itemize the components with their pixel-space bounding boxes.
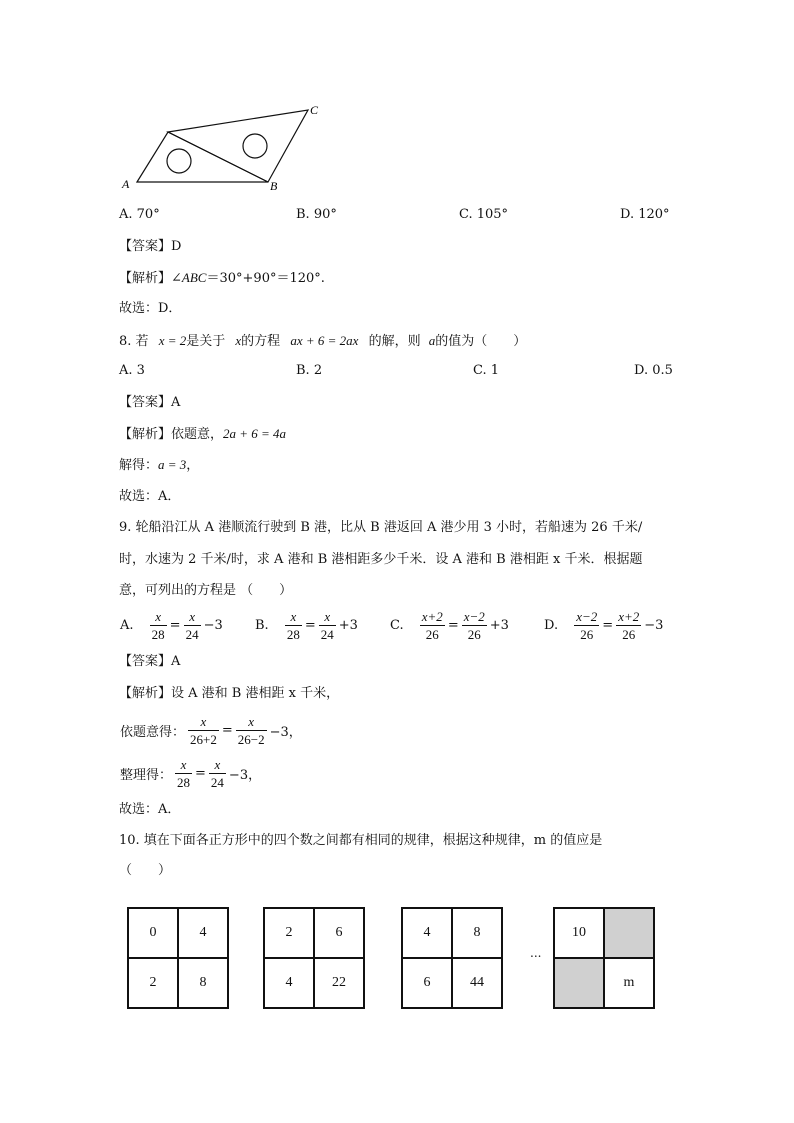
q9-s1-d2: 26−2 [237, 732, 265, 747]
q10-square-2 [263, 907, 365, 1009]
triangle-right [168, 110, 308, 182]
q8-analysis [119, 424, 286, 445]
q9-line3: 意，可列出的方程是 （ ） [119, 583, 293, 598]
q9-option-b-frac2 [319, 608, 336, 643]
label-C: C [310, 103, 319, 117]
q10-s1-cell: 4 [178, 908, 228, 958]
q9-b-d2: 24 [320, 627, 334, 642]
label-B: B [270, 179, 278, 193]
q9-answer: 【答案】A [119, 654, 181, 669]
q10-s2-cell: 22 [314, 958, 364, 1008]
q9-s2-n2: x [209, 756, 226, 774]
q9-c-n2: x−2 [463, 609, 485, 624]
q8-answer: 【答案】A [119, 395, 181, 410]
q7-option-d: D. 120° [620, 207, 670, 222]
q10-s4-cell: 10 [554, 908, 604, 958]
q9-line1: 9. 轮船沿江从 A 港顺流行驶到 B 港，比从 B 港返回 A 港少用 3 小时，若船速为 26 千米/ [119, 520, 643, 535]
q9-a-n2: x [184, 608, 201, 626]
q9-option-a-frac1 [150, 608, 167, 643]
q9-step1-prefix: 依题意得： [120, 725, 186, 740]
q8-solve-suffix: ， [186, 458, 200, 473]
q10-s1-cell: 8 [178, 958, 228, 1008]
q7-option-b: B. 90° [296, 207, 337, 222]
q8-text2: 的方程 [241, 334, 281, 349]
q10-s2-cell: 2 [264, 908, 314, 958]
q9-option-b-label: B. [255, 618, 269, 633]
q9-line2: 时，水速为 2 千米/时，求 A 港和 B 港相距多少千米．设 A 港和 B 港相距 x 千米．根据题 [119, 552, 643, 567]
q9-step1-frac1 [188, 713, 219, 748]
q9-s1-tail: −3， [269, 725, 302, 740]
q10-square-3 [401, 907, 503, 1009]
q10-s4-m-cell: m [604, 958, 654, 1008]
q10-s2-cell: 4 [264, 958, 314, 1008]
q8-prefix: 8. 若 [119, 334, 149, 349]
q9-s1-d1: 26+2 [190, 732, 217, 747]
q8-solve-prefix: 解得： [119, 458, 159, 473]
q8-solve-eq: a = 3 [158, 457, 187, 472]
q8-a: a [428, 333, 436, 348]
q9-option-c-label: C. [390, 618, 404, 633]
q10-s2-cell: 6 [314, 908, 364, 958]
q9-d-n2: x+2 [618, 609, 640, 624]
q7-analysis [119, 268, 325, 289]
q9-option-a: A. $\frac{x}{28}$ = $\frac{x}{24}$ −3 [120, 609, 223, 642]
q9-b-n2: x [319, 608, 336, 626]
triangle-figure [118, 98, 328, 198]
q9-option-b: B. $\frac{x}{28}$ = $\frac{x}{24}$ +3 [255, 609, 358, 642]
q9-step2-prefix: 整理得： [120, 768, 173, 783]
q8-text1: 是关于 [186, 334, 226, 349]
q9-c-tail: +3 [489, 618, 509, 633]
q8-option-a: A. 3 [119, 363, 145, 378]
q10-line2: （ ） [119, 863, 172, 878]
q9-d-tail: −3 [644, 618, 664, 633]
q9-option-d-label: D. [544, 618, 559, 633]
q10-s4-gray-cell [604, 908, 654, 958]
q8-analysis-eq: 2a + 6 = 4a [223, 426, 287, 441]
q10-s1-cell: 0 [128, 908, 178, 958]
q10-square-1 [127, 907, 229, 1009]
q9-step2-frac1 [175, 756, 192, 791]
label-A: A [122, 177, 130, 191]
q7-answer: 【答案】D [119, 239, 182, 254]
q9-option-a-label: A. [120, 618, 134, 633]
q9-option-d-frac2 [616, 608, 641, 643]
q7-analysis-abc: ABC [181, 270, 207, 285]
q9-c-n1: x+2 [421, 609, 443, 624]
q10-square-4 [553, 907, 655, 1009]
q8-text4: 的值为（ ） [435, 334, 527, 349]
q8-equation: ax + 6 = 2ax [290, 333, 359, 348]
q9-s2-d1: 28 [177, 775, 191, 790]
circle-left [167, 149, 191, 173]
q10-s3-cell: 8 [452, 908, 502, 958]
q9-step1-frac2 [236, 713, 267, 748]
q7-option-a: A. 70° [119, 207, 160, 222]
q9-d-d2: 26 [622, 627, 636, 642]
q9-a-n1: x [150, 608, 167, 626]
q9-s2-n1: x [175, 756, 192, 774]
q7-analysis-angle: ∠ [171, 271, 182, 286]
q9-option-c-frac2 [462, 608, 487, 643]
circle-right [243, 134, 267, 158]
q8-cond: x = 2 [158, 333, 187, 348]
q9-b-d1: 28 [286, 627, 300, 642]
q9-option-c-frac1 [420, 608, 445, 643]
q8-choice: 故选：A． [119, 489, 181, 504]
q9-option-b-frac1 [285, 608, 302, 643]
q8-analysis-prefix: 【解析】依题意， [119, 427, 224, 442]
q9-s1-n1: x [188, 713, 219, 731]
q9-option-c: C. $\frac{x+2}{26}$ = $\frac{x-2}{26}$ +3 [390, 609, 509, 642]
q10-s3-cell: 6 [402, 958, 452, 1008]
q10-ellipsis: ... [530, 946, 542, 960]
q9-c-d1: 26 [425, 627, 439, 642]
q9-option-d-frac1 [574, 608, 599, 643]
q9-d-d1: 26 [580, 627, 594, 642]
q9-d-n1: x−2 [576, 609, 598, 624]
q9-step2-frac2 [209, 756, 226, 791]
q9-s1-n2: x [236, 713, 267, 731]
q10-line1: 10. 填在下面各正方形中的四个数之间都有相同的规律，根据这种规律，m 的值应是 [119, 833, 603, 848]
q10-s1-cell: 2 [128, 958, 178, 1008]
q9-option-d: D. $\frac{x-2}{26}$ = $\frac{x+2}{26}$ −3 [544, 609, 664, 642]
q9-a-tail: −3 [203, 618, 223, 633]
q9-a-d2: 24 [185, 627, 199, 642]
q8-question [119, 331, 526, 352]
q9-choice: 故选：A． [119, 802, 181, 817]
triangle-left [137, 132, 268, 182]
q7-choice: 故选：D． [119, 301, 182, 316]
q9-step2: 整理得： $\frac{x}{28}$ = $\frac{x}{24}$ −3， [120, 757, 262, 790]
q10-s3-cell: 4 [402, 908, 452, 958]
q8-option-c: C. 1 [473, 363, 500, 378]
q10-s3-cell: 44 [452, 958, 502, 1008]
q9-s2-d2: 24 [210, 775, 224, 790]
q9-b-n1: x [285, 608, 302, 626]
q8-solve [119, 455, 199, 476]
q8-option-d: D. 0.5 [634, 363, 673, 378]
q9-analysis: 【解析】设 A 港和 B 港相距 x 千米， [119, 686, 340, 701]
q9-a-d1: 28 [151, 627, 165, 642]
q8-text3: 的解，则 [368, 334, 421, 349]
q8-option-b: B. 2 [296, 363, 323, 378]
q8-var: x [235, 333, 242, 348]
q9-s2-tail: −3， [228, 768, 262, 783]
q7-analysis-rest: ＝30°+90°＝120°. [206, 271, 325, 286]
q9-step1: 依题意得： $\frac{x}{26+2}$ = $\frac{x}{26-2}$ −3， [120, 714, 302, 747]
q9-b-tail: +3 [338, 618, 358, 633]
q9-option-a-frac2 [184, 608, 201, 643]
q9-c-d2: 26 [467, 627, 481, 642]
q7-option-c: C. 105° [459, 207, 509, 222]
q7-analysis-prefix: 【解析】 [119, 271, 172, 286]
q10-s4-gray-cell [554, 958, 604, 1008]
